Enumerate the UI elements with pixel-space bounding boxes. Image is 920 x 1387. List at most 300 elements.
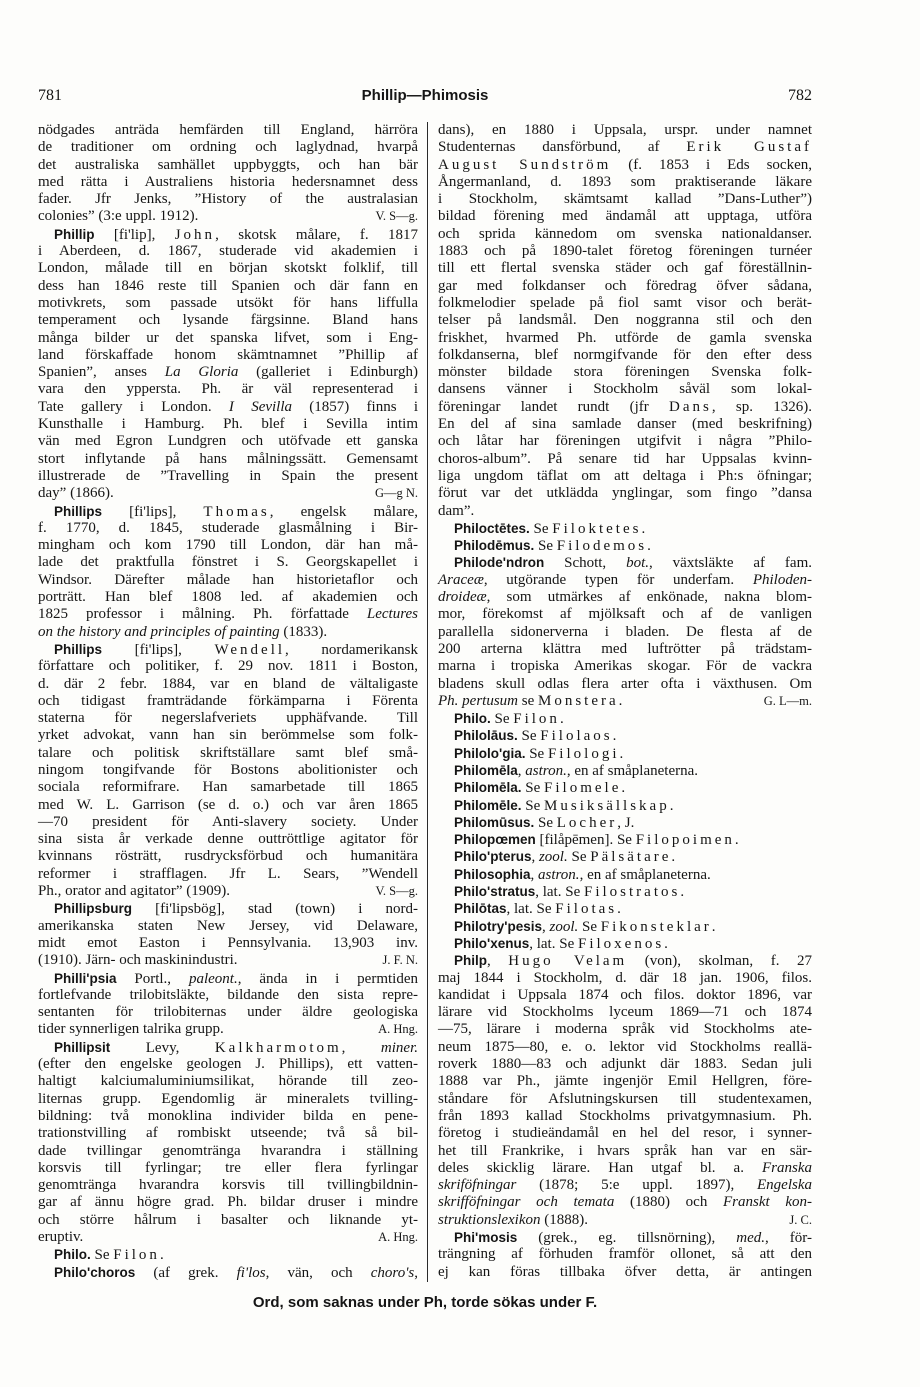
headword: Philolāus. — [454, 728, 518, 744]
headword: Philosophia — [454, 866, 531, 882]
text-line — [38, 1177, 418, 1194]
text-run: Se — [578, 918, 601, 935]
italic-text: Ph. pertusum — [438, 692, 518, 709]
line-text — [454, 1229, 812, 1247]
author-signature: A. Hng. — [378, 1230, 418, 1244]
line-text — [38, 918, 418, 935]
text-line — [38, 866, 418, 883]
line-text — [38, 589, 418, 606]
text-run: fortlefvande trilobitsläkte, bildande den sista repre- — [38, 986, 418, 1003]
line-text — [454, 762, 698, 780]
text-run: friskhet, hvarmed Ph. utförde de gamla svenska — [438, 329, 812, 346]
text-line — [38, 416, 418, 433]
text-line — [38, 381, 418, 398]
text-line — [438, 174, 812, 191]
text-line — [438, 1039, 812, 1056]
text-line — [38, 485, 418, 502]
text-run: bladens skull odlas flera arter ofta i växthusen. Om — [438, 675, 812, 692]
text-line — [38, 208, 418, 225]
line-text — [438, 468, 812, 485]
text-run: sentanten för trilobiternas under äldre geologiska — [38, 1004, 418, 1021]
text-line — [38, 952, 418, 969]
line-text — [438, 676, 812, 693]
text-run: . — [621, 780, 626, 797]
text-run: . — [612, 728, 617, 745]
text-run: . — [159, 1247, 164, 1264]
text-run: day” (1866). — [38, 485, 114, 502]
line-text — [38, 295, 418, 312]
text-run: korsvis till fyrlingar; tre eller flera fyrlingar — [38, 1159, 418, 1176]
text-run: nödgades anträda hemfärden till England, härröra — [38, 122, 418, 138]
line-text — [38, 243, 418, 260]
spaced-text: Filodemos — [556, 538, 648, 555]
text-line — [38, 122, 418, 139]
text-run: . — [641, 520, 646, 537]
text-run: (von), skolman, f. 27 — [627, 953, 812, 970]
line-text — [438, 589, 812, 606]
entry-first-line — [438, 900, 812, 917]
text-run: d. där 2 febr. 1884, var en bland de vältaligaste — [38, 675, 418, 692]
author-signature: V. S—g. — [375, 209, 418, 224]
spaced-text: Locher — [556, 814, 618, 831]
text-run: , utgörande typen för underfam. — [483, 571, 753, 588]
author-signature: J. C. — [789, 1212, 812, 1227]
text-run: förut var det utklädda ynglingar, som fingo ”dansa — [438, 485, 812, 502]
line-text — [438, 624, 812, 641]
line-text — [438, 1264, 812, 1281]
line-text — [438, 174, 812, 191]
text-line — [38, 762, 418, 779]
text-run: Se — [490, 711, 514, 728]
line-text — [38, 1091, 418, 1108]
text-run: Spanien”, anses — [38, 364, 165, 381]
text-run: och sprida kännedom om svenska nationaldanser. — [438, 225, 812, 242]
text-line — [38, 468, 418, 485]
italic-text: La Gloria — [164, 364, 239, 381]
line-text — [38, 260, 418, 277]
text-run: motivkrets, som passade utsökt för hans liffulla — [38, 294, 418, 311]
line-text — [438, 433, 812, 450]
text-run: [fi'lip], — [94, 226, 175, 243]
text-run: [fi'lipsbög], stad (town) i nord- — [132, 901, 418, 918]
text-run: , — [414, 1264, 418, 1281]
line-text — [454, 779, 625, 797]
text-run: mönster bildade stora föreningen Svenska folk- — [438, 364, 812, 381]
text-run: Se — [529, 520, 553, 537]
line-text — [438, 485, 812, 502]
text-run: telser på landsmål. Den noggranna stil och den — [438, 312, 812, 329]
text-run: , sp. 1326). — [711, 398, 812, 415]
line-text — [54, 900, 418, 918]
text-line — [438, 606, 812, 623]
text-run: i Stockholm, skämtsamt kallad ”Dans-Luther”) — [438, 191, 812, 208]
text-line — [38, 831, 418, 848]
line-text — [38, 485, 114, 502]
headword: Philodēmus. — [454, 538, 535, 554]
text-line — [38, 554, 418, 571]
line-text — [38, 676, 418, 693]
text-run: vän med Egron Lundgren och utöfvade ett ganska — [38, 433, 418, 450]
line-text — [38, 1021, 224, 1038]
spaced-text: Filostratos — [583, 884, 681, 901]
text-run: land förskaffade honom skämtnamnet ”Phillip af — [38, 346, 418, 363]
headword: Philli'psia — [54, 970, 117, 986]
line-text — [54, 970, 418, 988]
spaced-text: August Sundström — [438, 156, 612, 173]
text-line — [438, 312, 812, 329]
text-run: marna i tropiska Amerikas skogar. För de vackra — [438, 658, 812, 675]
text-run: kvinnans rösträtt, rusdrycksförbud och humanitära — [38, 848, 418, 865]
text-line — [438, 572, 812, 589]
line-text — [438, 606, 812, 623]
text-line — [438, 157, 812, 174]
line-text — [38, 883, 230, 900]
page-number-left: 781 — [38, 87, 62, 104]
text-run: parallella sidonerverna i bladen. De flesta af de — [438, 623, 812, 640]
spaced-text: Musiksällskap — [544, 797, 670, 814]
text-run: Se — [567, 849, 591, 866]
headword: Phillips — [54, 503, 103, 519]
text-run: . — [618, 692, 623, 709]
text-run: , ända in i permtiden — [237, 970, 418, 987]
line-text — [38, 1229, 83, 1246]
line-text — [438, 1091, 812, 1108]
entry-first-line — [438, 554, 812, 571]
entry-first-line — [38, 503, 418, 520]
text-run: många bilder ur det spanska lifvet, som i Eng- — [38, 329, 418, 346]
text-line — [438, 1073, 812, 1090]
text-run: . — [559, 711, 564, 728]
text-line — [438, 433, 812, 450]
text-run: (1878; 5:e uppl. 1897), — [516, 1177, 758, 1194]
headword: Phillip — [54, 226, 95, 242]
text-run: , lat. Se — [529, 935, 578, 952]
text-run: —75, lärare i moderna språk vid Stockholms ate- — [438, 1021, 812, 1038]
text-line — [38, 797, 418, 814]
line-text — [438, 208, 812, 225]
line-text — [438, 330, 812, 347]
line-text — [38, 174, 418, 191]
line-text — [38, 1212, 418, 1229]
headword: Philomēla. — [454, 780, 522, 796]
text-line — [438, 987, 812, 1004]
headword: Philomēle. — [454, 797, 522, 813]
text-run: trängning af förhuden framför ollonet, så att den — [438, 1246, 812, 1263]
text-run: (af grek. — [135, 1264, 237, 1281]
line-text — [454, 952, 812, 970]
text-run: het till Frankrike, i hvars språk han var en sär- — [438, 1142, 812, 1159]
spaced-text: Fikonsteklar — [600, 918, 712, 935]
text-run: roverk 1880—83 och adjunkt där 1883. Sedan juli — [438, 1056, 812, 1073]
text-run: sociala reformifrare. Han samarbetade till 1865 — [38, 779, 418, 796]
text-line — [38, 312, 418, 329]
text-run: Ph., orator and agitator” (1909). — [38, 883, 231, 900]
text-run: trationstvilling af rombiskt utseende; två så bil- — [38, 1125, 418, 1142]
text-line — [438, 1194, 812, 1211]
spaced-text: Dans — [669, 398, 712, 415]
text-run: folkdanserna, blef normgifvande för den efter dess — [438, 346, 812, 363]
line-text — [438, 451, 812, 468]
text-run: föreningar landet rundt (jfr — [438, 398, 670, 415]
text-line — [38, 606, 418, 623]
text-run: . — [669, 797, 674, 814]
text-run: författare och politiker, f. 29 nov. 1811 i Boston, — [38, 658, 418, 675]
italic-text: astron. — [538, 866, 580, 883]
line-text — [438, 139, 812, 156]
line-text — [38, 330, 418, 347]
text-run: maj 1844 i Stockholm, d. där 18 jan. 1906, filos. — [438, 969, 812, 986]
text-run: , engelsk målare, — [269, 503, 418, 520]
line-text — [54, 1039, 418, 1057]
text-line — [38, 537, 418, 554]
text-line — [38, 1108, 418, 1125]
text-run: f. 1770, d. 1845, studerade glasmålning i Bir- — [38, 519, 418, 536]
text-run: , växtsläkte af fam. — [649, 555, 812, 572]
text-run: Studenternas dansförbund, af — [438, 139, 687, 156]
text-line — [438, 1246, 812, 1263]
text-line — [38, 1160, 418, 1177]
text-line — [438, 278, 812, 295]
text-run: —70 president för Anti-slavery society. Under — [38, 813, 418, 830]
text-line — [438, 641, 812, 658]
text-run: från 1893 kallad Stockholms privatgymnasium. Ph. — [438, 1107, 812, 1124]
text-line — [438, 451, 812, 468]
line-text — [38, 1108, 418, 1125]
line-text — [438, 347, 812, 364]
line-text — [438, 970, 812, 987]
line-text — [454, 745, 623, 763]
text-run: lade det praktfulla fönstret i S. Georgskapellet i — [38, 554, 418, 571]
line-text — [38, 554, 418, 571]
text-line — [38, 278, 418, 295]
text-line — [38, 451, 418, 468]
line-text — [438, 226, 812, 243]
text-line — [438, 1021, 812, 1038]
author-signature: V. S—g. — [375, 884, 418, 899]
text-run: neum 1875—80, e. o. lektor vid Stockholms reallä- — [438, 1038, 812, 1055]
text-run: (1880) och — [614, 1194, 723, 1211]
line-text — [438, 122, 812, 139]
line-text — [38, 139, 418, 156]
line-text — [454, 883, 684, 901]
running-title: Phillip—Phimosis — [361, 87, 489, 104]
line-text — [38, 278, 418, 295]
line-text — [454, 935, 668, 953]
author-signature: A. Hng. — [378, 1022, 418, 1037]
italic-text: Philoden- — [752, 571, 812, 588]
text-run: ningom tongifvande för Bostons abolitionister och — [38, 761, 418, 778]
text-run: sina sista år verkade denne outtröttlige agitator för — [38, 831, 418, 848]
text-run: Se — [534, 538, 557, 555]
italic-text: bot. — [626, 555, 650, 572]
text-line — [438, 347, 812, 364]
line-text — [38, 416, 418, 433]
text-line — [38, 624, 418, 641]
text-line — [38, 727, 418, 744]
line-text — [38, 606, 418, 623]
text-line — [438, 139, 812, 156]
headword: Philp — [454, 953, 487, 969]
italic-text: zool. — [549, 918, 579, 935]
text-run: , en af småplaneterna. — [579, 866, 711, 883]
line-text — [438, 260, 812, 277]
text-line — [438, 1004, 812, 1021]
text-line — [438, 364, 812, 381]
line-text — [438, 1004, 812, 1021]
entry-first-line — [438, 537, 812, 554]
entry-first-line — [438, 831, 812, 848]
line-text — [54, 503, 418, 521]
line-text — [38, 433, 418, 450]
text-run: [filåpēmen]. Se — [535, 832, 636, 849]
text-line — [38, 1229, 418, 1246]
headword: Phillipsburg — [54, 901, 133, 917]
text-line — [438, 676, 812, 693]
text-line — [438, 589, 812, 606]
text-line — [38, 779, 418, 796]
line-text — [54, 226, 418, 244]
entry-first-line — [438, 814, 812, 831]
text-run: talare och politisk skriftställare samt blef små- — [38, 744, 418, 761]
text-line — [38, 918, 418, 935]
line-text — [438, 1194, 812, 1211]
line-text — [38, 157, 418, 174]
text-run: företog i studieändamål en hel del resor, i synner- — [438, 1125, 812, 1142]
text-run: En del af sina samlade danser (med beskrifning) — [438, 416, 812, 433]
line-text — [454, 710, 564, 728]
text-line — [438, 485, 812, 502]
text-run: (1857) finns i — [292, 398, 418, 415]
spaced-text: Filomele — [544, 780, 622, 797]
spaced-text: Monstera — [538, 692, 619, 709]
text-line — [438, 658, 812, 675]
line-text — [454, 554, 812, 572]
line-text — [38, 935, 418, 952]
line-text — [438, 399, 812, 416]
text-run: Kunsthalle i Hamburg. Ph. blef i Sevilla intim — [38, 416, 418, 433]
text-run: , — [542, 918, 550, 935]
text-run: dade tvillingar genomtränga hvarandra i ställning — [38, 1142, 418, 1159]
line-text — [438, 295, 812, 312]
spaced-text: Thomas — [203, 503, 270, 520]
headword: Philolo'gia. — [454, 745, 526, 761]
text-run: , — [531, 849, 539, 866]
text-run: folkmelodier spelade på fiol samt visor och berät- — [438, 294, 812, 311]
text-run: 200 arterna klättra med luftrötter på trädstam- — [438, 640, 812, 657]
line-text — [38, 1073, 418, 1090]
line-text — [38, 520, 418, 537]
entry-first-line — [438, 952, 812, 969]
text-run: i Aberdeen, d. 1867, studerade vid akademien i — [38, 243, 418, 260]
text-line — [438, 399, 812, 416]
line-text — [438, 1056, 812, 1073]
text-line — [438, 1056, 812, 1073]
line-text — [38, 693, 418, 710]
text-line — [438, 1264, 812, 1281]
text-line — [38, 1004, 418, 1021]
text-run: Se — [534, 814, 557, 831]
headword: Philopœmen — [454, 832, 536, 848]
text-run: temperament och lysande färgsinne. Bland hans — [38, 312, 418, 329]
text-line — [38, 814, 418, 831]
line-text — [438, 1143, 812, 1160]
italic-text: skriföfningar — [438, 1177, 517, 1194]
text-run: . — [671, 849, 676, 866]
line-text — [38, 347, 418, 364]
italic-text: on the history and principles of painting — [38, 623, 280, 640]
entry-first-line — [438, 918, 812, 935]
italic-text: med. — [736, 1230, 766, 1246]
text-run: eruptiv. — [38, 1229, 84, 1245]
text-line — [38, 693, 418, 710]
line-text — [38, 122, 418, 139]
line-text — [438, 1160, 812, 1177]
entry-first-line — [38, 970, 418, 987]
line-text — [38, 814, 418, 831]
line-text — [38, 1177, 418, 1194]
headword: Philo. — [454, 711, 491, 727]
text-run: midt emot Easton i Pennsylvania. 13,903 inv. — [38, 934, 418, 951]
text-run: genomtränga hvarandra korsvis till tvillingbildnin- — [38, 1177, 418, 1194]
line-text — [438, 243, 812, 260]
text-line — [438, 1160, 812, 1177]
line-text — [438, 1108, 812, 1125]
line-text — [38, 831, 418, 848]
line-text — [38, 364, 418, 381]
spaced-text: Pälsätare — [590, 849, 672, 866]
line-text — [438, 278, 812, 295]
line-text — [38, 848, 418, 865]
text-line — [438, 468, 812, 485]
entry-first-line — [438, 866, 812, 883]
text-line — [38, 1091, 418, 1108]
text-line — [438, 503, 812, 520]
line-text — [438, 364, 812, 381]
spaced-text: Filoxenos — [577, 935, 665, 952]
line-text — [54, 641, 418, 659]
text-line — [438, 1143, 812, 1160]
line-text — [454, 848, 675, 866]
headword: Phillipsit — [54, 1039, 111, 1055]
line-text — [438, 1246, 812, 1263]
text-run: , skotsk målare, f. 1817 — [215, 226, 418, 243]
text-line — [38, 710, 418, 727]
entry-first-line — [438, 848, 812, 865]
text-run: ej kan föras tillbaka öfver detta, är antingen — [438, 1263, 812, 1280]
text-run: . — [647, 538, 651, 555]
text-line — [38, 433, 418, 450]
text-line — [38, 139, 418, 156]
line-text — [454, 831, 739, 849]
text-line — [38, 589, 418, 606]
line-text — [454, 814, 634, 832]
text-line — [38, 1021, 418, 1038]
entry-first-line — [438, 520, 812, 537]
author-signature: G. L—m. — [763, 693, 812, 708]
text-line — [38, 399, 418, 416]
headword: Philode'ndron — [454, 555, 545, 571]
text-run: se — [518, 692, 538, 709]
text-run: 1883 och på 1890-talet företog föreningen turnéer — [438, 243, 812, 260]
headword: Phi'mosis — [454, 1230, 518, 1245]
text-run: . — [617, 901, 621, 918]
line-text — [38, 745, 418, 762]
text-run: ståndare för Afslutningskursen till studentexamen, — [438, 1090, 812, 1107]
text-run: reformer i strafflagen. Jfr L. Sears, ”Wendell — [38, 865, 418, 882]
text-line — [38, 520, 418, 537]
line-text — [38, 866, 418, 883]
line-text — [38, 710, 418, 727]
